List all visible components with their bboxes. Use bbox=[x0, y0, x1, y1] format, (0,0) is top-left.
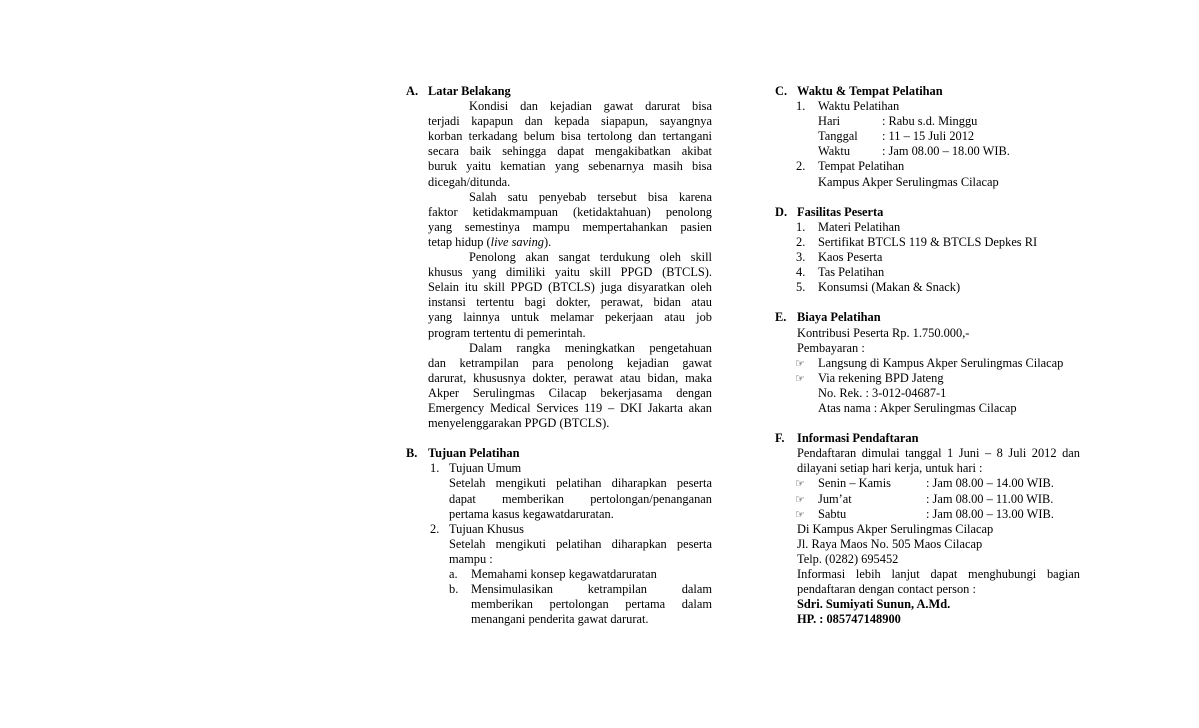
paragraph-line: pertama kasus kegawatdaruratan. bbox=[449, 506, 614, 521]
row-value: : 11 – 15 Juli 2012 bbox=[882, 129, 975, 144]
section-spacer bbox=[406, 431, 712, 446]
schedule-row bbox=[775, 114, 1080, 129]
paragraph-line: Salah satu penyebab tersebut bisa karena bbox=[469, 189, 712, 204]
paragraph-line: faktor ketidakmampuan (ketidaktahuan) penolong bbox=[428, 204, 712, 219]
paragraph-line: Pendaftaran dimulai tanggal 1 Juni – 8 Juli 2012 dan bbox=[797, 446, 1080, 461]
paragraph-line: Emergency Medical Services 119 – DKI Jakarta akan bbox=[428, 400, 712, 415]
bullet-item bbox=[775, 371, 1080, 386]
item-number: 3. bbox=[796, 250, 806, 265]
item-number: 1. bbox=[796, 219, 806, 234]
sub-item-letter: b. bbox=[449, 582, 459, 597]
paragraph-line: dan ketrampilan para penolong kejadian gawat bbox=[428, 355, 712, 370]
item-title: Tempat Pelatihan bbox=[818, 159, 905, 174]
text-run: ). bbox=[543, 234, 552, 249]
paragraph-line: buruk yaitu kematian yang sebenarnya masih bisa bbox=[428, 159, 712, 174]
section-title: Waktu & Tempat Pelatihan bbox=[797, 84, 943, 98]
item-label: Sertifikat BTCLS 119 & BTCLS Depkes RI bbox=[818, 234, 1038, 249]
item-label: Kaos Peserta bbox=[818, 250, 883, 265]
row-value: : Jam 08.00 – 18.00 WIB. bbox=[882, 144, 1010, 159]
section-c-heading bbox=[775, 84, 1080, 99]
paragraph-line: dapat memberikan pertolongan/penanganan bbox=[449, 491, 712, 506]
section-e-body bbox=[775, 326, 1080, 417]
section-letter: D. bbox=[775, 204, 788, 219]
list-item bbox=[406, 522, 712, 537]
paragraph-line: Akper Serulingmas Cilacap bekerjasama dengan bbox=[428, 385, 712, 400]
schedule-bullet bbox=[775, 492, 1080, 507]
schedule-bullet bbox=[775, 476, 1080, 491]
pointing-hand-icon: ☞ bbox=[795, 492, 805, 506]
paragraph-line: dicegah/ditunda. bbox=[428, 174, 511, 189]
section-b-heading bbox=[406, 446, 712, 461]
section-spacer bbox=[775, 416, 1080, 431]
section-spacer bbox=[775, 190, 1080, 205]
section-letter: C. bbox=[775, 84, 788, 98]
list-item bbox=[775, 99, 1080, 114]
schedule-time: : Jam 08.00 – 13.00 WIB. bbox=[926, 506, 1054, 521]
right-column bbox=[775, 84, 1080, 627]
paragraph-line: menyelenggarakan PPGD (BTCLS). bbox=[428, 416, 610, 431]
paragraph-line: darurat, khususnya dokter, perawat atau bidan, maka bbox=[428, 370, 712, 385]
paragraph-line: Kondisi dan kejadian gawat darurat bisa bbox=[469, 99, 712, 114]
contact-phone: HP. : 085747148900 bbox=[797, 612, 901, 627]
list-item bbox=[406, 461, 712, 476]
list-item bbox=[775, 250, 1080, 265]
paragraph-line: pendaftaran dengan contact person : bbox=[797, 582, 976, 597]
paragraph-line: Kontribusi Peserta Rp. 1.750.000,- bbox=[797, 325, 970, 340]
section-b-body bbox=[406, 461, 712, 627]
item-label: Konsumsi (Makan & Snack) bbox=[818, 280, 961, 295]
paragraph-line: Setelah mengikuti pelatihan diharapkan peserta bbox=[449, 536, 712, 551]
account-number: No. Rek. : 3-012-04687-1 bbox=[818, 385, 947, 400]
section-letter: A. bbox=[406, 84, 419, 98]
paragraph-line: korban terkadang belum bisa tertolong dan tertangani bbox=[428, 129, 712, 144]
paragraph-line: Dalam rangka meningkatkan pengetahuan bbox=[469, 340, 712, 355]
section-spacer bbox=[775, 295, 1080, 310]
item-number: 5. bbox=[796, 280, 806, 295]
left-column bbox=[406, 84, 712, 627]
paragraph-line: Selain itu skill PPGD (BTCLS) juga disyaratkan oleh bbox=[428, 280, 712, 295]
schedule-day: Jum’at bbox=[818, 491, 852, 506]
section-title: Latar Belakang bbox=[428, 84, 511, 98]
schedule-bullet bbox=[775, 507, 1080, 522]
item-number: 1. bbox=[430, 461, 440, 476]
phone-line: Telp. (0282) 695452 bbox=[797, 551, 899, 566]
list-item bbox=[775, 235, 1080, 250]
section-d-heading bbox=[775, 205, 1080, 220]
row-key: Hari bbox=[818, 114, 841, 129]
paragraph-line: menangani penderita gawat darurat. bbox=[471, 612, 649, 627]
row-key: Tanggal bbox=[818, 129, 858, 144]
sub-item bbox=[406, 582, 712, 597]
paragraph-line bbox=[406, 235, 712, 250]
paragraph-line: Informasi lebih lanjut dapat menghubungi bagian bbox=[797, 567, 1080, 581]
row-value: : Rabu s.d. Minggu bbox=[882, 114, 978, 129]
paragraph-line: Pembayaran : bbox=[797, 340, 865, 355]
item-number: 1. bbox=[796, 99, 806, 114]
section-c-body bbox=[775, 99, 1080, 190]
address-line: Di Kampus Akper Serulingmas Cilacap bbox=[797, 521, 994, 536]
address-line: Jl. Raya Maos No. 505 Maos Cilacap bbox=[797, 536, 983, 551]
item-number: 2. bbox=[796, 234, 806, 249]
section-f-body bbox=[775, 446, 1080, 627]
pointing-hand-icon: ☞ bbox=[795, 356, 805, 370]
account-name: Atas nama : Akper Serulingmas Cilacap bbox=[818, 400, 1017, 415]
section-title: Informasi Pendaftaran bbox=[797, 431, 919, 446]
paragraph-line: Setelah mengikuti pelatihan diharapkan peserta bbox=[449, 476, 712, 491]
section-d-body bbox=[775, 220, 1080, 295]
section-letter: B. bbox=[406, 446, 418, 461]
list-item bbox=[775, 220, 1080, 235]
paragraph-line: mampu : bbox=[449, 551, 493, 566]
section-letter: E. bbox=[775, 310, 787, 325]
paragraph-line: secara baik sehingga dapat mengakibatkan akibat bbox=[428, 144, 712, 159]
item-number: 2. bbox=[430, 521, 440, 536]
schedule-row bbox=[775, 129, 1080, 144]
item-title: Tujuan Umum bbox=[449, 461, 522, 476]
row-key: Waktu bbox=[818, 144, 851, 159]
paragraph-line: instansi tertentu bagi dokter, perawat, bidan atau bbox=[428, 295, 712, 310]
list-item bbox=[775, 280, 1080, 295]
list-item bbox=[775, 159, 1080, 174]
section-a-heading bbox=[406, 84, 712, 99]
schedule-time: : Jam 08.00 – 14.00 WIB. bbox=[926, 476, 1054, 491]
bullet-item bbox=[775, 356, 1080, 371]
paragraph-line: Penolong akan sangat terdukung oleh skill bbox=[469, 250, 712, 265]
contact-name: Sdri. Sumiyati Sunun, A.Md. bbox=[797, 597, 951, 612]
item-number: 4. bbox=[796, 265, 806, 280]
list-item bbox=[775, 265, 1080, 280]
section-title: Fasilitas Peserta bbox=[797, 204, 884, 219]
sub-item-text: Memahami konsep kegawatdaruratan bbox=[471, 567, 657, 581]
schedule-day: Senin – Kamis bbox=[818, 476, 891, 491]
item-title: Waktu Pelatihan bbox=[818, 99, 900, 114]
schedule-time: : Jam 08.00 – 11.00 WIB. bbox=[926, 491, 1054, 506]
text-run: tetap hidup ( bbox=[428, 234, 491, 249]
section-title: Biaya Pelatihan bbox=[797, 310, 881, 325]
paragraph-line: memberikan pertolongan pertama dalam bbox=[471, 597, 712, 612]
paragraph-line: Kampus Akper Serulingmas Cilacap bbox=[818, 174, 999, 189]
italic-term: live saving bbox=[490, 234, 544, 249]
paragraph-line: yang semestinya mampu mempertahankan pasien bbox=[428, 219, 712, 234]
schedule-row bbox=[775, 144, 1080, 159]
section-f-heading bbox=[775, 431, 1080, 446]
pointing-hand-icon: ☞ bbox=[795, 477, 805, 491]
section-e-heading bbox=[775, 310, 1080, 325]
sub-item-letter: a. bbox=[449, 567, 458, 581]
paragraph-line: program tertentu di pemerintah. bbox=[428, 325, 586, 340]
paragraph-line: terjadi kapapun dan kepada siapapun, sayangnya bbox=[428, 114, 712, 129]
pointing-hand-icon: ☞ bbox=[795, 371, 805, 385]
paragraph-line: yang lainnya untuk melamar pekerjaan atau job bbox=[428, 310, 712, 325]
item-number: 2. bbox=[796, 159, 806, 174]
paragraph-line: dilayani setiap hari kerja, untuk hari : bbox=[797, 461, 983, 476]
section-title: Tujuan Pelatihan bbox=[428, 446, 520, 461]
item-title: Tujuan Khusus bbox=[449, 521, 524, 536]
sub-item bbox=[406, 567, 712, 582]
bullet-text: Langsung di Kampus Akper Serulingmas Cilacap bbox=[818, 355, 1064, 370]
item-label: Materi Pelatihan bbox=[818, 219, 901, 234]
pointing-hand-icon: ☞ bbox=[795, 507, 805, 521]
item-label: Tas Pelatihan bbox=[818, 265, 885, 280]
section-a-body bbox=[406, 99, 712, 431]
schedule-day: Sabtu bbox=[818, 506, 847, 521]
section-letter: F. bbox=[775, 431, 785, 446]
sub-item-text: Mensimulasikan ketrampilan dalam bbox=[471, 582, 712, 597]
paragraph-line: khusus yang dimiliki yaitu skill PPGD (BTCLS). bbox=[428, 265, 712, 280]
bullet-text: Via rekening BPD Jateng bbox=[818, 370, 944, 385]
